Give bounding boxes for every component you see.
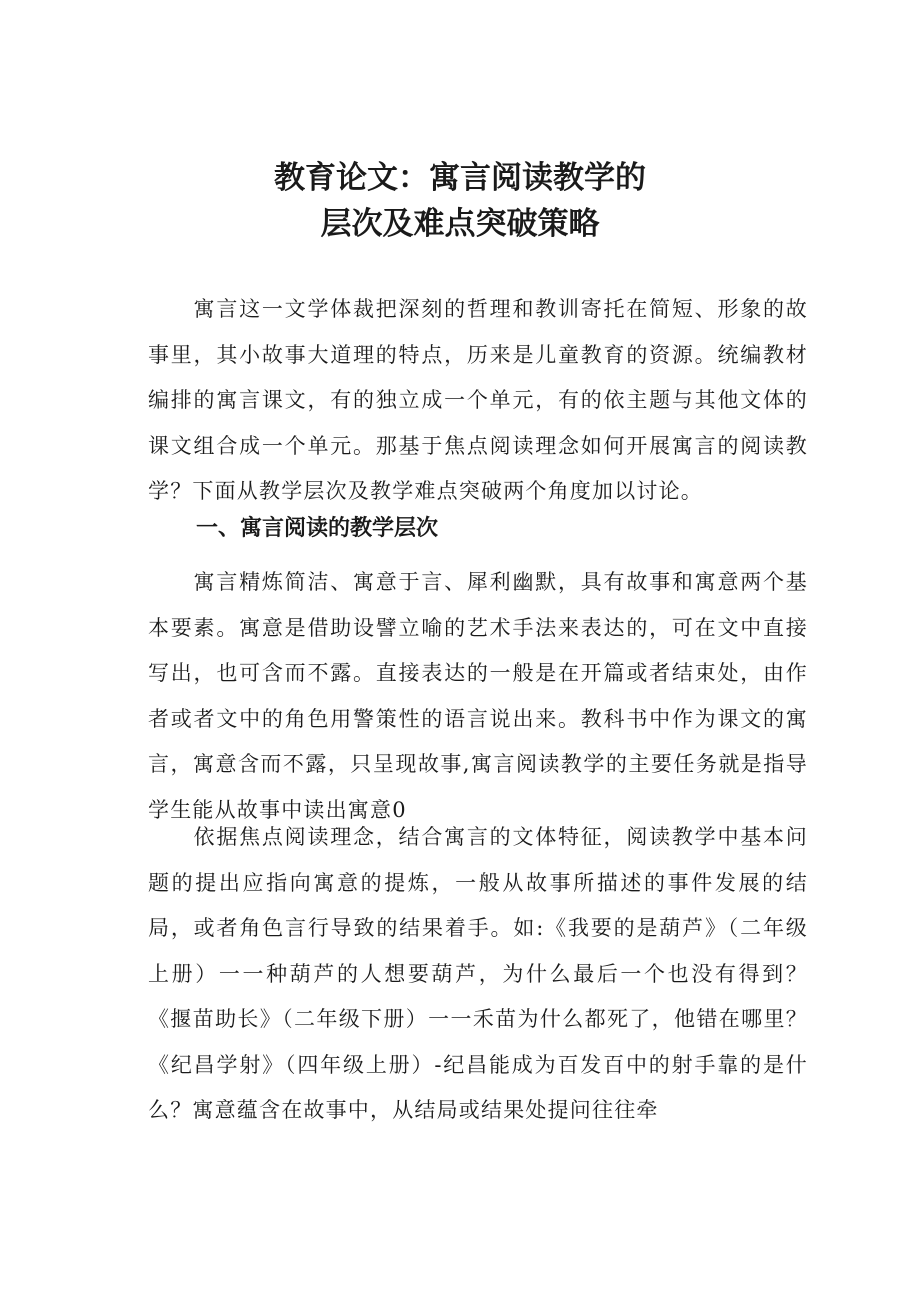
section1-paragraph-2: 依据焦点阅读理念，结合寓言的文体特征，阅读教学中基本问题的提出应指向寓意的提炼，一般从故事所描述的事件发展的结局，或者角色言行导致的结果着手。如:《我要的是葫芦》（二年级上册）一一种葫芦的人想要葫芦，为什么最后一个也没有得到？《揠苗助长》（二年级下册）一一禾苗为什么都死了，他错在哪里？《纪昌学射》（四年级上册）-纪昌能成为百发百中的射手靠的是什么？寓意蕴含在故事中，从结局或结果处提问往往牵: [148, 825, 808, 1122]
section1-paragraph-1: 寓言精炼简洁、寓意于言、犀利幽默，具有故事和寓意两个基本要素。寓意是借助设譬立喻的艺术手法来表达的，可在文中直接写出，也可含而不露。直接表达的一般是在开篇或者结束处，由作者或者文中的角色用警策性的语言说出来。教科书中作为课文的寓言，寓意含而不露，只呈现故事,寓言阅读教学的主要任务就是指导学生能从故事中读出寓意0: [148, 570, 808, 822]
document-title-line-1: 教育论文：寓言阅读教学的: [274, 160, 646, 196]
section-heading-1: 一、寓言阅读的教学层次: [196, 516, 439, 541]
document-title-line-2: 层次及难点突破策略: [320, 206, 600, 242]
intro-paragraph: 寓言这一文学体裁把深刻的哲理和教训寄托在简短、形象的故事里，其小故事大道理的特点，历来是儿童教育的资源。统编教材编排的寓言课文，有的独立成一个单元，有的依主题与其他文体的课文组合成一个单元。那基于焦点阅读理念如何开展寓言的阅读教学？下面从教学层次及教学难点突破两个角度加以讨论。: [148, 297, 808, 503]
